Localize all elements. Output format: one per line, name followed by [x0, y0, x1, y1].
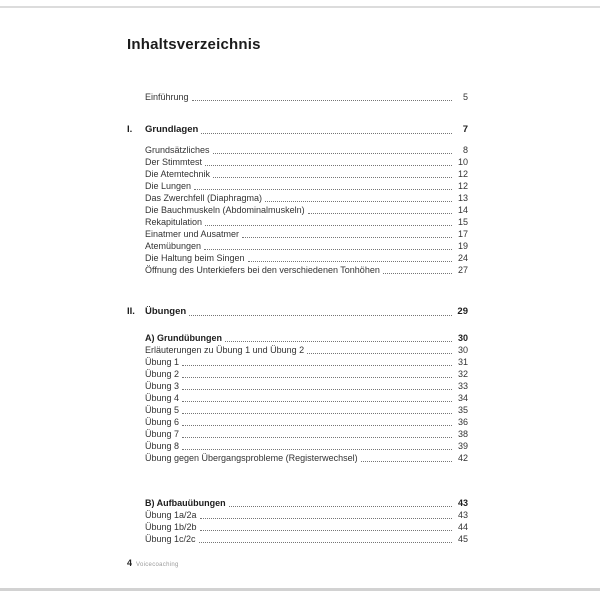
- toc-entry-page: 13: [457, 193, 468, 203]
- toc-entry: [145, 356, 468, 368]
- dotted-leader: [182, 389, 452, 390]
- toc-group: [127, 332, 468, 464]
- toc-section-heading-label: Übungen: [145, 306, 187, 317]
- dotted-leader: [182, 449, 452, 450]
- toc-intro-entry: [127, 91, 468, 103]
- toc-entry-label: Der Stimmtest: [145, 157, 203, 167]
- toc-entry: [127, 264, 468, 276]
- toc-group-heading-label: A) Grundübungen: [145, 333, 222, 343]
- dotted-leader: [205, 165, 452, 166]
- toc-entry-page: 38: [457, 429, 468, 439]
- toc-entry-label: Übung gegen Übergangsprobleme (Registerwechsel): [145, 453, 358, 463]
- dotted-leader: [201, 133, 452, 134]
- toc-entry: [145, 368, 468, 380]
- toc-section-heading-page: 7: [462, 124, 468, 135]
- toc-entry-page: 19: [457, 241, 468, 251]
- toc-entry-label: Übung 3: [145, 381, 180, 391]
- toc-entry: [127, 216, 468, 228]
- toc-entry-page: 27: [457, 265, 468, 275]
- toc-section-heading-page: 29: [457, 306, 468, 317]
- dotted-leader: [182, 425, 452, 426]
- toc-entry-label: Grundsätzliches: [145, 145, 210, 155]
- scan-edge-bottom: [0, 588, 600, 591]
- toc-intro-entry-label: Einführung: [145, 92, 189, 102]
- dotted-leader: [308, 213, 452, 214]
- toc-entry: [127, 144, 468, 156]
- toc-entry-label: Öffnung des Unterkiefers bei den verschiedenen Tonhöhen: [145, 265, 380, 275]
- toc-entry-label: Übung 6: [145, 417, 180, 427]
- dotted-leader: [204, 249, 452, 250]
- dotted-leader: [265, 201, 452, 202]
- toc-group: [127, 497, 468, 545]
- dotted-leader: [229, 506, 452, 507]
- toc-section-numeral: II.: [127, 306, 135, 317]
- toc-section: [127, 124, 468, 276]
- toc-entry-page: 33: [457, 381, 468, 391]
- toc-entry: [127, 156, 468, 168]
- footer-page-number: 4: [127, 558, 133, 568]
- dotted-leader: [182, 377, 452, 378]
- toc-entry: [127, 204, 468, 216]
- toc-entry-page: 30: [457, 345, 468, 355]
- toc-entry: [145, 392, 468, 404]
- toc-entry-label: Übung 2: [145, 369, 180, 379]
- toc-entry: [145, 509, 468, 521]
- toc-entry-label: Die Lungen: [145, 181, 192, 191]
- toc-entry: [145, 344, 468, 356]
- toc-entry-page: 12: [457, 181, 468, 191]
- toc-entry-page: 24: [457, 253, 468, 263]
- toc-entry-label: Rekapitulation: [145, 217, 203, 227]
- toc: [127, 91, 468, 545]
- toc-entry-label: Übung 4: [145, 393, 180, 403]
- dotted-leader: [194, 189, 452, 190]
- dotted-leader: [205, 225, 452, 226]
- toc-group-heading-label: B) Aufbauübungen: [145, 498, 226, 508]
- toc-section-heading: [127, 306, 468, 318]
- toc-entry-page: 10: [457, 157, 468, 167]
- toc-entry: [127, 240, 468, 252]
- toc-entry-list: [127, 144, 468, 276]
- toc-entry-label: Die Haltung beim Singen: [145, 253, 245, 263]
- toc-entry-label: Übung 1b/2b: [145, 522, 197, 532]
- dotted-leader: [182, 365, 452, 366]
- toc-entry-page: 36: [457, 417, 468, 427]
- toc-entry: [145, 428, 468, 440]
- toc-entry: [127, 192, 468, 204]
- toc-entry: [127, 168, 468, 180]
- toc-entry-page: 42: [457, 453, 468, 463]
- toc-entry-label: Die Bauchmuskeln (Abdominalmuskeln): [145, 205, 305, 215]
- toc-entry: [145, 416, 468, 428]
- page-title: Inhaltsverzeichnis: [127, 36, 261, 53]
- toc-entry-label: Übung 1a/2a: [145, 510, 197, 520]
- toc-group-heading: [145, 497, 468, 509]
- toc-entry-page: 14: [457, 205, 468, 215]
- dotted-leader: [182, 437, 452, 438]
- dotted-leader: [200, 530, 452, 531]
- dotted-leader: [199, 542, 452, 543]
- toc-intro-entry-page: 5: [462, 92, 468, 102]
- toc-entry: [145, 440, 468, 452]
- dotted-leader: [361, 461, 452, 462]
- toc-entry: [145, 380, 468, 392]
- toc-entry: [145, 404, 468, 416]
- toc-entry: [127, 252, 468, 264]
- dotted-leader: [248, 261, 452, 262]
- dotted-leader: [182, 413, 452, 414]
- toc-section-heading: [127, 124, 468, 136]
- toc-page: [127, 36, 468, 545]
- toc-entry-label: Einatmer und Ausatmer: [145, 229, 240, 239]
- toc-entry: [145, 521, 468, 533]
- toc-entry-page: 31: [457, 357, 468, 367]
- toc-section-heading-label: Grundlagen: [145, 124, 199, 135]
- page-footer: [127, 558, 179, 568]
- toc-entry-page: 39: [457, 441, 468, 451]
- toc-entry-page: 45: [457, 534, 468, 544]
- toc-entry-label: Übung 8: [145, 441, 180, 451]
- toc-group-heading-page: 30: [457, 333, 468, 343]
- toc-section-numeral: I.: [127, 124, 133, 135]
- toc-entry-page: 32: [457, 369, 468, 379]
- toc-group-heading: [145, 332, 468, 344]
- toc-entry-page: 12: [457, 169, 468, 179]
- toc-entry-label: Atemübungen: [145, 241, 202, 251]
- dotted-leader: [189, 315, 452, 316]
- dotted-leader: [192, 100, 452, 101]
- dotted-leader: [242, 237, 452, 238]
- toc-entry-label: Übung 5: [145, 405, 180, 415]
- toc-entry: [127, 228, 468, 240]
- toc-entry-page: 35: [457, 405, 468, 415]
- dotted-leader: [307, 353, 452, 354]
- toc-entry-page: 43: [457, 510, 468, 520]
- toc-entry: [145, 452, 468, 464]
- dotted-leader: [200, 518, 452, 519]
- toc-entry-page: 34: [457, 393, 468, 403]
- toc-entry: [127, 180, 468, 192]
- toc-section: [127, 306, 468, 545]
- dotted-leader: [213, 177, 452, 178]
- dotted-leader: [225, 341, 452, 342]
- toc-entry-page: 44: [457, 522, 468, 532]
- toc-entry-label: Das Zwerchfell (Diaphragma): [145, 193, 263, 203]
- dotted-leader: [182, 401, 452, 402]
- toc-entry-label: Die Atemtechnik: [145, 169, 211, 179]
- toc-entry-label: Erläuterungen zu Übung 1 und Übung 2: [145, 345, 305, 355]
- scan-edge-top: [0, 6, 600, 8]
- toc-entry-label: Übung 7: [145, 429, 180, 439]
- toc-group-heading-page: 43: [457, 498, 468, 508]
- toc-entry-label: Übung 1c/2c: [145, 534, 196, 544]
- dotted-leader: [383, 273, 452, 274]
- toc-entry-page: 8: [462, 145, 468, 155]
- toc-entry-label: Übung 1: [145, 357, 180, 367]
- footer-running-title: Voicecoaching: [136, 562, 179, 568]
- toc-entry-page: 15: [457, 217, 468, 227]
- dotted-leader: [213, 153, 452, 154]
- toc-entry: [145, 533, 468, 545]
- toc-entry-page: 17: [457, 229, 468, 239]
